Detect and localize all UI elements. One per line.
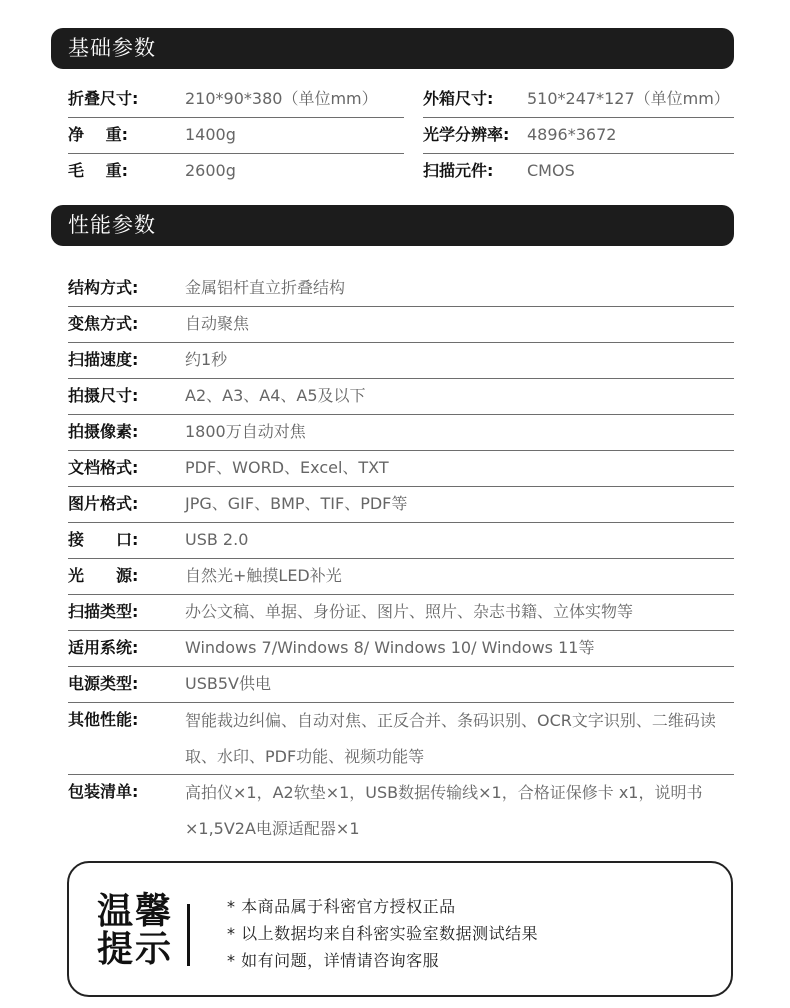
perf-value: 自然光+触摸LED补光	[185, 566, 342, 585]
perf-row	[68, 775, 734, 847]
perf-row	[68, 379, 734, 415]
spec-value: CMOS	[527, 161, 575, 180]
perf-label: 电源类型:	[68, 674, 139, 693]
perf-value: A2、A3、A4、A5及以下	[185, 386, 366, 405]
perf-value: 高拍仪×1，A2软垫×1，USB数据传输线×1，合格证保修卡 x1，说明书×1,5V2A电源适配器×1	[185, 783, 703, 838]
basic-row-right	[423, 82, 734, 118]
spec-label: 毛 重:	[68, 161, 128, 180]
perf-label: 变焦方式:	[68, 314, 139, 333]
performance-params-header: 性能参数	[51, 205, 734, 246]
spec-label: 外箱尺寸:	[423, 89, 494, 108]
spec-value: 4896*3672	[527, 125, 617, 144]
perf-label: 其他性能:	[68, 710, 139, 729]
tips-divider	[187, 904, 190, 966]
perf-label: 文档格式:	[68, 458, 139, 477]
perf-row	[68, 307, 734, 343]
tip-item: * 以上数据均来自科密实验室数据测试结果	[227, 924, 539, 943]
perf-row	[68, 343, 734, 379]
perf-row	[68, 415, 734, 451]
perf-value: 智能裁边纠偏、自动对焦、正反合并、条码识别、OCR文字识别、二维码读取、水印、PDF功能、视频功能等	[185, 711, 716, 766]
perf-label: 扫描类型:	[68, 602, 139, 621]
basic-row-right	[423, 154, 734, 190]
spec-label: 光学分辨率:	[423, 125, 510, 144]
perf-value: 1800万自动对焦	[185, 422, 306, 441]
perf-row	[68, 631, 734, 667]
perf-value: 约1秒	[185, 350, 228, 369]
perf-row	[68, 271, 734, 307]
tip-item: * 本商品属于科密官方授权正品	[227, 897, 456, 916]
perf-value: Windows 7/Windows 8/ Windows 10/ Windows 11等	[185, 638, 595, 657]
spec-value: 2600g	[185, 161, 236, 180]
perf-row	[68, 703, 734, 775]
perf-label: 图片格式:	[68, 494, 139, 513]
tip-item: * 如有问题，详情请咨询客服	[227, 951, 440, 970]
perf-label: 接 口:	[68, 530, 139, 549]
perf-row	[68, 487, 734, 523]
perf-row	[68, 595, 734, 631]
perf-value: USB5V供电	[185, 674, 271, 693]
perf-value: USB 2.0	[185, 530, 249, 549]
perf-value: 办公文稿、单据、身份证、图片、照片、杂志书籍、立体实物等	[185, 602, 634, 621]
perf-label: 包装清单:	[68, 782, 139, 801]
tips-list	[227, 893, 538, 974]
spec-label: 扫描元件:	[423, 161, 494, 180]
spec-value: 1400g	[185, 125, 236, 144]
tips-title: 温馨提示	[97, 891, 174, 970]
basic-row-left	[68, 82, 404, 118]
perf-label: 拍摄像素:	[68, 422, 139, 441]
perf-row	[68, 667, 734, 703]
perf-label: 适用系统:	[68, 638, 139, 657]
perf-value: 金属铝杆直立折叠结构	[185, 278, 346, 297]
perf-label: 光 源:	[68, 566, 139, 585]
perf-row	[68, 559, 734, 595]
perf-label: 扫描速度:	[68, 350, 139, 369]
basic-row-right	[423, 118, 734, 154]
perf-label: 结构方式:	[68, 278, 139, 297]
basic-params-header: 基础参数	[51, 28, 734, 69]
perf-row	[68, 523, 734, 559]
perf-value: 自动聚焦	[185, 314, 250, 333]
basic-row-left	[68, 154, 404, 190]
perf-label: 拍摄尺寸:	[68, 386, 139, 405]
spec-label: 净 重:	[68, 125, 128, 144]
spec-label: 折叠尺寸:	[68, 89, 139, 108]
spec-value: 210*90*380（单位mm）	[185, 89, 378, 108]
perf-value: PDF、WORD、Excel、TXT	[185, 458, 389, 477]
spec-value: 510*247*127（单位mm）	[527, 89, 730, 108]
basic-row-left	[68, 118, 404, 154]
perf-value: JPG、GIF、BMP、TIF、PDF等	[185, 494, 408, 513]
tips-box	[67, 861, 733, 997]
perf-row	[68, 451, 734, 487]
